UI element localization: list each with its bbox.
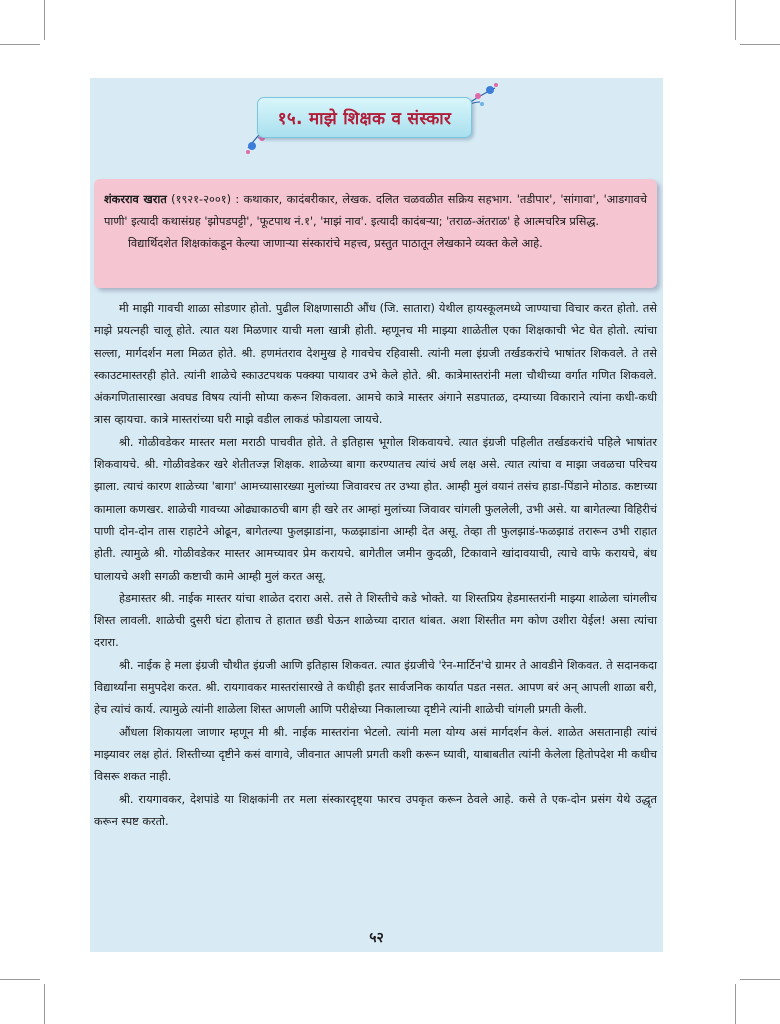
crop-mark [735,0,736,40]
crop-mark [0,44,40,45]
lesson-purpose: विद्यार्थिदशेत शिक्षकांकडून केल्या जाणाऱ्या संस्कारांचे महत्त्व, प्रस्तुत पाठातून लेखकाने व्यक्त केले आहे. [128,237,543,250]
author-intro-box [94,179,657,288]
paragraph: हेडमास्तर श्री. नाईक मास्तर यांचा शाळेत दरारा असे. तसे ते शिस्तीचे कडे भोक्ते. या शिस्तप्रिय हेडमास्तरांनी माझ्या शाळेला चांगलीच शिस्त लावली. शाळेची दुसरी घंटा होताच ते हातात छडी घेऊन शाळेच्या दारात थांबत. अशा शिस्तीत मग कोण उशीरा येईल! असा त्यांचा दरारा. [94,591,657,650]
crop-mark [44,0,45,40]
author-info [104,189,647,232]
textbook-page [90,78,663,952]
chapter-title-banner [257,97,472,138]
author-details: (१९२१-२००१) : कथाकार, कादंबरीकार, लेखक. दलित चळवळीत सक्रिय सहभाग. 'तडीपार', 'सांगावा', 'आडगावचे पाणी' इत्यादी कथासंग्रह 'झोपडपट्टी', 'फूटपाथ नं.१', 'माझं नाव'. इत्यादी कादंबऱ्या; 'तराळ-अंतराळ' हे आत्मचरित्र प्रसिद्ध. [104,193,648,228]
crop-mark [0,979,40,980]
chapter-title: १५. माझे शिक्षक व संस्कार [277,109,452,129]
crop-mark [44,984,45,1024]
crop-mark [740,979,780,980]
page-number: ५२ [369,930,384,946]
paragraph: मी माझी गावची शाळा सोडणार होतो. पुढील शिक्षणासाठी औंध (जि. सातारा) येथील हायस्कूलमध्ये जाण्याचा विचार करत होतो. तसे माझे प्रयत्नही चालू होते. त्यात यश मिळणार याची मला खात्री होती. म्हणूनच मी माझ्या शाळेतील एका शिक्षकाची भेट घेत होतो. त्यांचा सल्ला, मार्गदर्शन मला मिळत होते. श्री. हणमंतराव देशमुख हे गावचेच रहिवासी. त्यांनी मला इंग्रजी तर्खडकरांचे भाषांतर शिकवले. ते तसे स्काउटमास्तरही होते. त्यांनी शाळेचे स्काउटपथक पक्क्या पायावर उभे केले होते. श्री. कात्रेमास्तरांनी मला चौथीच्या वर्गात गणित शिकवले. अंकगणितासारखा अवघड विषय त्यांनी सोप्या करून शिकवला. आमचे कात्रे मास्तर अंगाने सडपातळ, दम्याच्या विकाराने त्यांना कधी-कधी त्रास व्हायचा. कात्रे मास्तरांच्या घरी माझे वडील लाकडं फोडायला जायचे. [94,302,657,427]
paragraph: औंधला शिकायला जाणार म्हणून मी श्री. नाईक मास्तरांना भेटलो. त्यांनी मला योग्य असं मार्गदर्शन केलं. शाळेत असतानाही त्यांचं माझ्यावर लक्ष होतं. शिस्तीच्या दृष्टीने कसं वागावे, जीवनात आपली प्रगती कशी करून घ्यावी, याबाबतीत त्यांनी केलेला हितोपदेश मी कधीच विसरू शकत नाही. [94,725,657,784]
crop-mark [740,44,780,45]
author-name: शंकरराव खरात [104,193,167,206]
paragraph: श्री. नाईक हे मला इंग्रजी चौथीत इंग्रजी आणि इतिहास शिकवत. त्यात इंग्रजीचे 'रेन-मार्टिन'चे ग्रामर ते आवडीने शिकवत. ते सदानकदा विद्यार्थ्यांना समुपदेश करत. श्री. रायगावकर मास्तरांसारखे ते कधीही इतर सार्वजनिक कार्यात पडत नसत. आपण बरं अन् आपली शाळा बरी, हेच त्यांचं कार्य. त्यामुळे त्यांनी शाळेला शिस्त आणली आणि परीक्षेच्या निकालाच्या दृष्टीने त्यांनी शाळेची चांगली प्रगती केली. [94,658,657,717]
paragraph: श्री. गोळीवडेकर मास्तर मला मराठी पाचवीत होते. ते इतिहास भूगोल शिकवायचे. त्यात इंग्रजी पहिलीत तर्खडकरांचे पहिले भाषांतर शिकवायचे. श्री. गोळीवडेकर खरे शेतीतज्ज्ञ शिक्षक. शाळेच्या बागा करण्यातच त्यांचं अर्ध लक्ष असे. त्यात त्यांचा व माझा जवळचा परिचय झाला. त्याचं कारण शाळेच्या 'बागा' आमच्यासारख्या मुलांच्या जिवावरच तर उभ्या होत. आम्ही मुलं वयानं तसंच हाडा-पिंडाने मोठाड. कष्टाच्या कामाला कणखर. शाळेची गावच्या ओढ्याकाठची बाग ही खरे तर आम्हां मुलांच्या जिवावर चांगली फुललेली, उभी असे. या बागेतल्या विहिरीचं पाणी दोन-दोन तास राहाटेने ओढून, बागेतल्या फुलझाडांना, फळझाडांना आम्ही देत असू. तेव्हा ती फुलझाडं-फळझाडं तरारून उभी राहात होती. त्यामुळे श्री. गोळीवडेकर मास्तर आमच्यावर प्रेम करायचे. बागेतील जमीन कुदळी, टिकावाने खांदावयाची, त्याचे वाफे करायचे, बंध घालायचे अशी सगळी कष्टाची कामे आम्ही मुलं करत असू. [94,435,657,583]
lesson-body [94,298,657,833]
crop-mark [735,984,736,1024]
paragraph: श्री. रायगावकर, देशपांडे या शिक्षकांनी तर मला संस्कारदृष्ट्या फारच उपकृत करून ठेवले आहे. कसे ते एक-दोन प्रसंग येथे उद्धृत करून स्पष्ट करतो. [94,792,657,828]
